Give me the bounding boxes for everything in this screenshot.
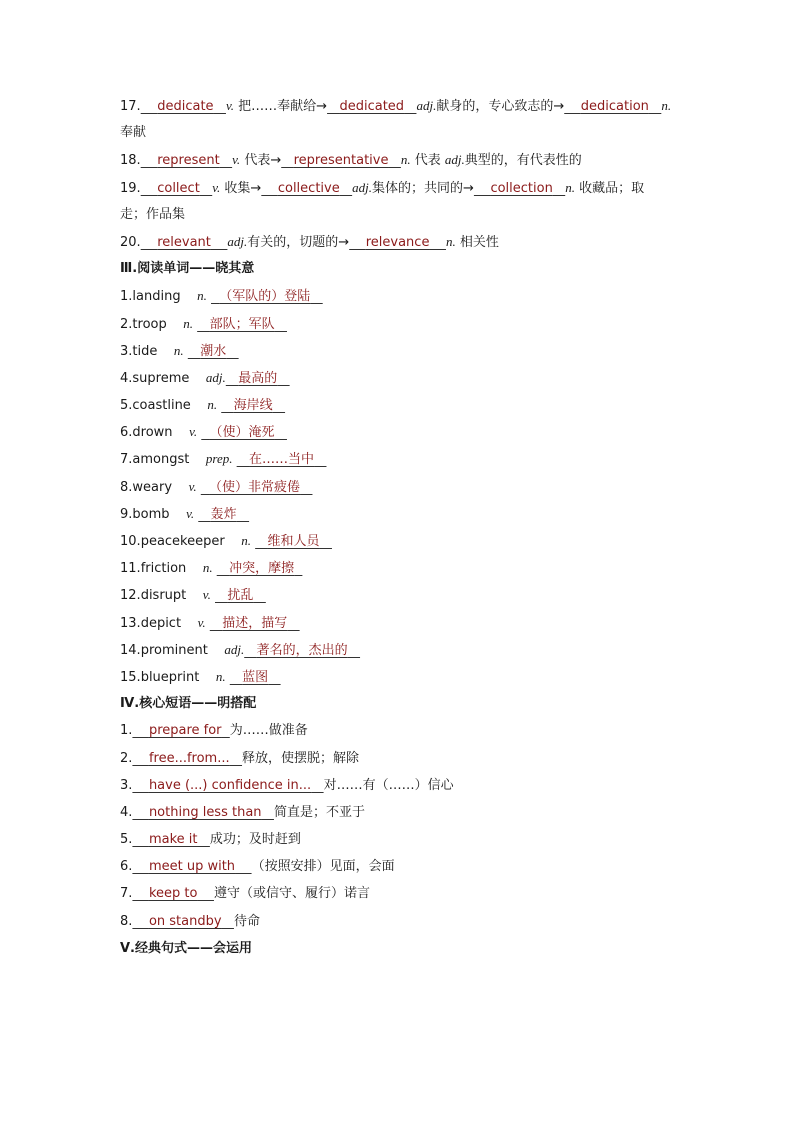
meaning: 释放，使摆脱；解除 xyxy=(242,750,360,766)
word: peacekeeper xyxy=(140,534,225,549)
meaning: 有关的，切题的→ xyxy=(247,234,350,250)
meaning: 献身的，专心致志的→ xyxy=(436,99,565,114)
pos-label: n. xyxy=(183,315,194,331)
reading-word-item: 13.depict v. 描述，描写 xyxy=(120,609,680,636)
answer-blank: meet up with xyxy=(148,859,236,875)
pos-label: n. xyxy=(241,533,251,548)
pos-label: adj. xyxy=(227,233,248,249)
phrase-item: 5. make it 成功；及时赶到 xyxy=(120,832,301,848)
pos-label: n. xyxy=(173,342,184,358)
word: depict xyxy=(140,615,182,631)
answer-blank: 蓝图 xyxy=(242,669,269,685)
meaning: 奉献 xyxy=(120,125,147,141)
meaning: 走；作品集 xyxy=(120,206,186,222)
answer-blank: collect xyxy=(157,180,200,196)
pos-label: adj. xyxy=(352,179,372,195)
answer-blank: （使）非常疲倦 xyxy=(209,479,301,495)
pos-label: v. xyxy=(202,587,211,603)
meaning: 集体的；共同的→ xyxy=(372,180,474,196)
item-number: 20. xyxy=(120,234,141,250)
pos-label: n. xyxy=(565,179,575,195)
pos-label: v. xyxy=(197,614,206,630)
phrase-item: 2. free...from... 释放，使摆脱；解除 xyxy=(120,750,360,766)
answer-blank: 海岸线 xyxy=(233,398,273,414)
worksheet-page xyxy=(120,92,680,962)
answer-blank: relevant xyxy=(157,234,211,250)
reading-word-item: 4.supreme adj. 最高的 xyxy=(120,364,680,391)
word: amongst xyxy=(132,452,190,468)
word: disrupt xyxy=(140,588,187,604)
section-heading-classic-sentences: Ⅴ.经典句式——会运用 xyxy=(120,940,252,956)
meaning: 对……有（……）信心 xyxy=(323,777,454,793)
answer-blank: represent xyxy=(157,153,220,169)
vocab-item-17-cont xyxy=(120,119,680,146)
word: prominent xyxy=(140,642,208,658)
word: troop xyxy=(132,316,167,332)
word: coastline xyxy=(132,398,191,414)
phrase-item: 3. have (...) confidence in... 对……有（……）信心 xyxy=(120,777,454,793)
pos-label: v. xyxy=(188,478,197,494)
meaning: 收藏品；取 xyxy=(579,180,645,196)
pos-label: prep. xyxy=(205,451,233,467)
answer-blank: dedicated xyxy=(339,99,405,114)
meaning: 相关性 xyxy=(459,234,499,250)
reading-word-item: 2.troop n. 部队；军队 xyxy=(120,310,680,337)
answer-blank: have (...) confidence in... xyxy=(148,777,312,793)
word: bomb xyxy=(132,506,170,522)
pos-label: n. xyxy=(197,288,207,304)
answer-blank: collection xyxy=(490,180,553,196)
meaning: 简直是；不亚于 xyxy=(273,804,365,820)
reading-word-item: 15.blueprint n. 蓝图 xyxy=(120,663,680,690)
meaning: 典型的，有代表性的 xyxy=(464,153,582,169)
answer-blank: 描述，描写 xyxy=(222,615,288,631)
meaning: 成功；及时赶到 xyxy=(209,832,301,848)
item-number: 17. xyxy=(120,99,141,114)
meaning: 遵守（或信守、履行）诺言 xyxy=(213,886,370,902)
answer-blank: on standby xyxy=(148,913,222,929)
word: supreme xyxy=(132,370,190,386)
word: weary xyxy=(132,479,173,495)
answer-blank: 轰炸 xyxy=(210,506,237,522)
vocab-item-19-cont xyxy=(120,201,680,228)
vocab-item-18 xyxy=(120,146,680,173)
word: friction xyxy=(140,561,187,577)
pos-label: adj. xyxy=(205,369,226,385)
word: tide xyxy=(132,343,158,359)
answer-blank: 著名的，杰出的 xyxy=(256,642,348,658)
answer-blank: representative xyxy=(293,153,389,169)
pos-label: n. xyxy=(215,668,226,684)
reading-word-item: 6.drown v. （使）淹死 xyxy=(120,418,680,445)
pos-label: v. xyxy=(189,424,198,440)
answer-blank: （军队的）登陆 xyxy=(219,289,311,305)
pos-label: n. xyxy=(202,560,213,576)
answer-blank: 在……当中 xyxy=(249,452,315,468)
answer-blank: nothing less than xyxy=(148,804,262,820)
reading-word-item: 3.tide n. 潮水 xyxy=(120,337,680,364)
answer-blank: keep to xyxy=(148,886,198,902)
meaning: 收集→ xyxy=(224,180,262,196)
vocab-item-20 xyxy=(120,228,680,255)
item-number: 19. xyxy=(120,180,141,196)
item-number: 18. xyxy=(120,153,141,169)
meaning: 待命 xyxy=(233,913,260,929)
reading-word-item: 12.disrupt v. 扰乱 xyxy=(120,581,680,608)
word: landing xyxy=(132,289,181,305)
answer-blank: （使）淹死 xyxy=(209,425,275,441)
answer-blank: 冲突，摩擦 xyxy=(229,561,295,577)
reading-word-item: 7.amongst prep. 在……当中 xyxy=(120,445,680,472)
meaning: 代表→ xyxy=(244,153,282,169)
meaning: 为……做准备 xyxy=(229,723,308,739)
pos-label: v. xyxy=(186,505,195,521)
answer-blank: 潮水 xyxy=(200,343,227,359)
word: blueprint xyxy=(140,669,200,685)
pos-label: adj. xyxy=(224,641,245,657)
reading-word-item: 1.landing n. （军队的）登陆 xyxy=(120,282,680,309)
reading-word-item: 10.peacekeeper n. 维和人员 xyxy=(120,527,680,554)
reading-word-item: 5.coastline n. 海岸线 xyxy=(120,391,680,418)
phrase-item: 6. meet up with （按照安排）见面，会面 xyxy=(120,859,395,875)
reading-word-item: 11.friction n. 冲突，摩擦 xyxy=(120,554,680,581)
answer-blank: 最高的 xyxy=(238,370,278,386)
answer-blank: prepare for xyxy=(148,723,222,739)
answer-blank: make it xyxy=(148,832,198,848)
pos-label: n. xyxy=(207,397,218,413)
vocab-item-17 xyxy=(120,92,680,119)
answer-blank: 维和人员 xyxy=(267,534,320,549)
pos-label: n. xyxy=(400,152,411,168)
pos-label: v. xyxy=(212,179,221,195)
answer-blank: 部队；军队 xyxy=(209,316,275,332)
answer-blank: collective xyxy=(277,180,340,196)
answer-blank: relevance xyxy=(365,234,430,250)
meaning: 把……奉献给→ xyxy=(238,99,328,114)
word: drown xyxy=(132,425,173,441)
reading-word-item: 8.weary v. （使）非常疲倦 xyxy=(120,473,680,500)
pos-label: n. xyxy=(661,98,672,113)
pos-label: v. xyxy=(225,98,235,113)
pos-label: v. xyxy=(232,152,241,168)
answer-blank: dedication xyxy=(580,99,649,114)
vocab-item-19 xyxy=(120,174,680,201)
meaning: （按照安排）见面，会面 xyxy=(251,859,395,875)
reading-word-item: 14.prominent adj. 著名的，杰出的 xyxy=(120,636,680,663)
section-heading-core-phrases: Ⅳ.核心短语——明搭配 xyxy=(120,696,257,712)
meaning: 代表 xyxy=(414,153,441,169)
phrase-item: 7. keep to 遵守（或信守、履行）诺言 xyxy=(120,886,370,902)
answer-blank: 扰乱 xyxy=(227,588,254,604)
answer-blank: free...from... xyxy=(148,750,230,766)
answer-blank: dedicate xyxy=(157,99,214,114)
pos-label: adj. xyxy=(416,98,437,113)
pos-label: adj. xyxy=(444,152,465,168)
phrase-item: 4. nothing less than 简直是；不亚于 xyxy=(120,804,365,820)
pos-label: n. xyxy=(445,233,456,249)
section-heading-reading-words: Ⅲ.阅读单词——晓其意 xyxy=(120,261,255,277)
reading-word-item: 9.bomb v. 轰炸 xyxy=(120,500,680,527)
phrase-item: 1. prepare for 为……做准备 xyxy=(120,723,308,739)
phrase-item: 8. on standby 待命 xyxy=(120,913,260,929)
